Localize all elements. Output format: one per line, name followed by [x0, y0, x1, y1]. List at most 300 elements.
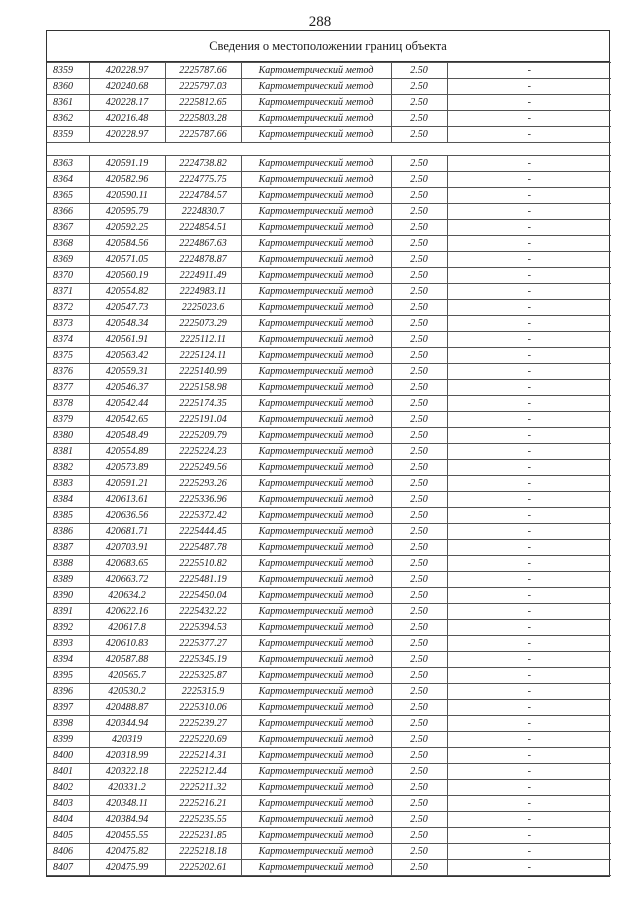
page-number: 288	[308, 14, 332, 30]
method-cell: Картометрический метод	[241, 252, 391, 268]
point-number-cell: 8360	[47, 79, 89, 95]
y-coordinate-cell: 2225235.55	[165, 812, 241, 828]
y-coordinate-cell: 2225315.9	[165, 684, 241, 700]
accuracy-cell: 2.50	[391, 492, 447, 508]
description-cell: -	[447, 476, 611, 492]
x-coordinate-cell: 420636.56	[89, 508, 165, 524]
accuracy-cell: 2.50	[391, 380, 447, 396]
description-cell: -	[447, 780, 611, 796]
point-number-cell: 8400	[47, 748, 89, 764]
table-row	[47, 732, 611, 748]
y-coordinate-cell: 2225803.28	[165, 111, 241, 127]
table-row	[47, 700, 611, 716]
description-cell: -	[447, 63, 611, 79]
accuracy-cell: 2.50	[391, 764, 447, 780]
method-cell: Картометрический метод	[241, 620, 391, 636]
description-cell: -	[447, 828, 611, 844]
point-number-cell: 8363	[47, 156, 89, 172]
description-cell: -	[447, 572, 611, 588]
point-number-cell: 8359	[47, 127, 89, 143]
table-row	[47, 428, 611, 444]
table-row	[47, 412, 611, 428]
point-number-cell: 8372	[47, 300, 89, 316]
accuracy-cell: 2.50	[391, 348, 447, 364]
x-coordinate-cell: 420560.19	[89, 268, 165, 284]
x-coordinate-cell: 420318.99	[89, 748, 165, 764]
method-cell: Картометрический метод	[241, 396, 391, 412]
y-coordinate-cell: 2225336.96	[165, 492, 241, 508]
point-number-cell: 8394	[47, 652, 89, 668]
table-row	[47, 476, 611, 492]
method-cell: Картометрический метод	[241, 716, 391, 732]
table-row	[47, 364, 611, 380]
accuracy-cell: 2.50	[391, 860, 447, 876]
method-cell: Картометрический метод	[241, 668, 391, 684]
table-row	[47, 156, 611, 172]
point-number-cell: 8380	[47, 428, 89, 444]
accuracy-cell: 2.50	[391, 620, 447, 636]
accuracy-cell: 2.50	[391, 588, 447, 604]
y-coordinate-cell: 2225481.19	[165, 572, 241, 588]
y-coordinate-cell: 2225140.99	[165, 364, 241, 380]
table-row	[47, 220, 611, 236]
description-cell: -	[447, 380, 611, 396]
table-row	[47, 828, 611, 844]
point-number-cell: 8398	[47, 716, 89, 732]
method-cell: Картометрический метод	[241, 492, 391, 508]
point-number-cell: 8396	[47, 684, 89, 700]
x-coordinate-cell: 420384.94	[89, 812, 165, 828]
method-cell: Картометрический метод	[241, 524, 391, 540]
description-cell: -	[447, 348, 611, 364]
accuracy-cell: 2.50	[391, 188, 447, 204]
description-cell: -	[447, 796, 611, 812]
x-coordinate-cell: 420610.83	[89, 636, 165, 652]
method-cell: Картометрический метод	[241, 79, 391, 95]
x-coordinate-cell: 420348.11	[89, 796, 165, 812]
point-number-cell: 8387	[47, 540, 89, 556]
x-coordinate-cell: 420554.82	[89, 284, 165, 300]
point-number-cell: 8379	[47, 412, 89, 428]
accuracy-cell: 2.50	[391, 284, 447, 300]
method-cell: Картометрический метод	[241, 268, 391, 284]
description-cell: -	[447, 252, 611, 268]
table-row	[47, 796, 611, 812]
description-cell: -	[447, 444, 611, 460]
x-coordinate-cell: 420475.99	[89, 860, 165, 876]
x-coordinate-cell: 420663.72	[89, 572, 165, 588]
x-coordinate-cell: 420591.19	[89, 156, 165, 172]
method-cell: Картометрический метод	[241, 316, 391, 332]
accuracy-cell: 2.50	[391, 844, 447, 860]
y-coordinate-cell: 2225310.06	[165, 700, 241, 716]
accuracy-cell: 2.50	[391, 540, 447, 556]
table-row	[47, 284, 611, 300]
x-coordinate-cell: 420228.97	[89, 127, 165, 143]
x-coordinate-cell: 420546.37	[89, 380, 165, 396]
method-cell: Картометрический метод	[241, 732, 391, 748]
y-coordinate-cell: 2225211.32	[165, 780, 241, 796]
x-coordinate-cell: 420488.87	[89, 700, 165, 716]
y-coordinate-cell: 2225202.61	[165, 860, 241, 876]
point-number-cell: 8384	[47, 492, 89, 508]
method-cell: Картометрический метод	[241, 604, 391, 620]
point-number-cell: 8376	[47, 364, 89, 380]
y-coordinate-cell: 2225797.03	[165, 79, 241, 95]
y-coordinate-cell: 2225239.27	[165, 716, 241, 732]
accuracy-cell: 2.50	[391, 79, 447, 95]
method-cell: Картометрический метод	[241, 540, 391, 556]
coordinates-table	[47, 62, 611, 876]
accuracy-cell: 2.50	[391, 412, 447, 428]
y-coordinate-cell: 2224784.57	[165, 188, 241, 204]
accuracy-cell: 2.50	[391, 812, 447, 828]
point-number-cell: 8377	[47, 380, 89, 396]
y-coordinate-cell: 2225212.44	[165, 764, 241, 780]
point-number-cell: 8370	[47, 268, 89, 284]
x-coordinate-cell: 420683.65	[89, 556, 165, 572]
method-cell: Картометрический метод	[241, 812, 391, 828]
y-coordinate-cell: 2224738.82	[165, 156, 241, 172]
table-row	[47, 95, 611, 111]
accuracy-cell: 2.50	[391, 796, 447, 812]
y-coordinate-cell: 2224830.7	[165, 204, 241, 220]
point-number-cell: 8369	[47, 252, 89, 268]
table-row	[47, 620, 611, 636]
table-row	[47, 636, 611, 652]
table-row	[47, 188, 611, 204]
boundary-sheet	[46, 30, 610, 877]
accuracy-cell: 2.50	[391, 636, 447, 652]
point-number-cell: 8381	[47, 444, 89, 460]
x-coordinate-cell: 420547.73	[89, 300, 165, 316]
method-cell: Картометрический метод	[241, 652, 391, 668]
y-coordinate-cell: 2224983.11	[165, 284, 241, 300]
accuracy-cell: 2.50	[391, 668, 447, 684]
coordinates-table-body	[47, 63, 611, 876]
x-coordinate-cell: 420565.7	[89, 668, 165, 684]
table-row	[47, 204, 611, 220]
table-row	[47, 508, 611, 524]
y-coordinate-cell: 2225787.66	[165, 127, 241, 143]
description-cell: -	[447, 428, 611, 444]
x-coordinate-cell: 420344.94	[89, 716, 165, 732]
table-row	[47, 556, 611, 572]
x-coordinate-cell: 420455.55	[89, 828, 165, 844]
description-cell: -	[447, 620, 611, 636]
y-coordinate-cell: 2225394.53	[165, 620, 241, 636]
y-coordinate-cell: 2225432.22	[165, 604, 241, 620]
y-coordinate-cell: 2225023.6	[165, 300, 241, 316]
accuracy-cell: 2.50	[391, 428, 447, 444]
method-cell: Картометрический метод	[241, 844, 391, 860]
description-cell: -	[447, 716, 611, 732]
description-cell: -	[447, 508, 611, 524]
x-coordinate-cell: 420548.34	[89, 316, 165, 332]
description-cell: -	[447, 604, 611, 620]
accuracy-cell: 2.50	[391, 332, 447, 348]
accuracy-cell: 2.50	[391, 172, 447, 188]
description-cell: -	[447, 732, 611, 748]
accuracy-cell: 2.50	[391, 127, 447, 143]
table-row	[47, 236, 611, 252]
point-number-cell: 8399	[47, 732, 89, 748]
point-number-cell: 8378	[47, 396, 89, 412]
description-cell: -	[447, 188, 611, 204]
point-number-cell: 8391	[47, 604, 89, 620]
accuracy-cell: 2.50	[391, 652, 447, 668]
description-cell: -	[447, 79, 611, 95]
table-row	[47, 492, 611, 508]
description-cell: -	[447, 636, 611, 652]
x-coordinate-cell: 420554.89	[89, 444, 165, 460]
description-cell: -	[447, 652, 611, 668]
point-number-cell: 8367	[47, 220, 89, 236]
table-row	[47, 380, 611, 396]
x-coordinate-cell: 420530.2	[89, 684, 165, 700]
x-coordinate-cell: 420240.68	[89, 79, 165, 95]
y-coordinate-cell: 2224878.87	[165, 252, 241, 268]
x-coordinate-cell: 420582.96	[89, 172, 165, 188]
x-coordinate-cell: 420559.31	[89, 364, 165, 380]
y-coordinate-cell: 2225218.18	[165, 844, 241, 860]
y-coordinate-cell: 2225073.29	[165, 316, 241, 332]
accuracy-cell: 2.50	[391, 396, 447, 412]
method-cell: Картометрический метод	[241, 156, 391, 172]
method-cell: Картометрический метод	[241, 508, 391, 524]
point-number-cell: 8395	[47, 668, 89, 684]
x-coordinate-cell: 420563.42	[89, 348, 165, 364]
x-coordinate-cell: 420584.56	[89, 236, 165, 252]
accuracy-cell: 2.50	[391, 444, 447, 460]
method-cell: Картометрический метод	[241, 188, 391, 204]
table-row	[47, 300, 611, 316]
y-coordinate-cell: 2224775.75	[165, 172, 241, 188]
y-coordinate-cell: 2225450.04	[165, 588, 241, 604]
method-cell: Картометрический метод	[241, 111, 391, 127]
y-coordinate-cell: 2225191.04	[165, 412, 241, 428]
x-coordinate-cell: 420322.18	[89, 764, 165, 780]
accuracy-cell: 2.50	[391, 220, 447, 236]
sheet-title: Сведения о местоположении границ объекта	[47, 31, 609, 62]
accuracy-cell: 2.50	[391, 111, 447, 127]
description-cell: -	[447, 492, 611, 508]
y-coordinate-cell: 2225510.82	[165, 556, 241, 572]
y-coordinate-cell: 2225293.26	[165, 476, 241, 492]
method-cell: Картометрический метод	[241, 476, 391, 492]
point-number-cell: 8383	[47, 476, 89, 492]
description-cell: -	[447, 524, 611, 540]
method-cell: Картометрический метод	[241, 444, 391, 460]
x-coordinate-cell: 420561.91	[89, 332, 165, 348]
accuracy-cell: 2.50	[391, 300, 447, 316]
table-row	[47, 748, 611, 764]
y-coordinate-cell: 2225231.85	[165, 828, 241, 844]
y-coordinate-cell: 2224911.49	[165, 268, 241, 284]
y-coordinate-cell: 2225487.78	[165, 540, 241, 556]
x-coordinate-cell: 420571.05	[89, 252, 165, 268]
x-coordinate-cell: 420331.2	[89, 780, 165, 796]
method-cell: Картометрический метод	[241, 95, 391, 111]
y-coordinate-cell: 2225174.35	[165, 396, 241, 412]
description-cell: -	[447, 588, 611, 604]
y-coordinate-cell: 2225372.42	[165, 508, 241, 524]
table-row	[47, 540, 611, 556]
x-coordinate-cell: 420542.44	[89, 396, 165, 412]
separator-cell	[47, 143, 611, 156]
y-coordinate-cell: 2225124.11	[165, 348, 241, 364]
accuracy-cell: 2.50	[391, 476, 447, 492]
x-coordinate-cell: 420548.49	[89, 428, 165, 444]
point-number-cell: 8401	[47, 764, 89, 780]
table-row	[47, 652, 611, 668]
point-number-cell: 8393	[47, 636, 89, 652]
accuracy-cell: 2.50	[391, 95, 447, 111]
point-number-cell: 8373	[47, 316, 89, 332]
y-coordinate-cell: 2225224.23	[165, 444, 241, 460]
x-coordinate-cell: 420592.25	[89, 220, 165, 236]
description-cell: -	[447, 284, 611, 300]
point-number-cell: 8406	[47, 844, 89, 860]
table-row	[47, 63, 611, 79]
x-coordinate-cell: 420587.88	[89, 652, 165, 668]
method-cell: Картометрический метод	[241, 748, 391, 764]
separator-row	[47, 143, 611, 156]
description-cell: -	[447, 844, 611, 860]
description-cell: -	[447, 556, 611, 572]
accuracy-cell: 2.50	[391, 572, 447, 588]
accuracy-cell: 2.50	[391, 700, 447, 716]
y-coordinate-cell: 2225220.69	[165, 732, 241, 748]
description-cell: -	[447, 172, 611, 188]
point-number-cell: 8390	[47, 588, 89, 604]
point-number-cell: 8365	[47, 188, 89, 204]
point-number-cell: 8368	[47, 236, 89, 252]
method-cell: Картометрический метод	[241, 172, 391, 188]
description-cell: -	[447, 316, 611, 332]
x-coordinate-cell: 420613.61	[89, 492, 165, 508]
accuracy-cell: 2.50	[391, 604, 447, 620]
accuracy-cell: 2.50	[391, 828, 447, 844]
x-coordinate-cell: 420681.71	[89, 524, 165, 540]
x-coordinate-cell: 420475.82	[89, 844, 165, 860]
table-row	[47, 572, 611, 588]
point-number-cell: 8397	[47, 700, 89, 716]
accuracy-cell: 2.50	[391, 204, 447, 220]
y-coordinate-cell: 2225325.87	[165, 668, 241, 684]
point-number-cell: 8366	[47, 204, 89, 220]
y-coordinate-cell: 2224867.63	[165, 236, 241, 252]
description-cell: -	[447, 156, 611, 172]
method-cell: Картометрический метод	[241, 764, 391, 780]
table-row	[47, 604, 611, 620]
table-row	[47, 588, 611, 604]
y-coordinate-cell: 2225345.19	[165, 652, 241, 668]
method-cell: Картометрический метод	[241, 364, 391, 380]
point-number-cell: 8404	[47, 812, 89, 828]
point-number-cell: 8371	[47, 284, 89, 300]
table-row	[47, 684, 611, 700]
description-cell: -	[447, 127, 611, 143]
table-row	[47, 460, 611, 476]
method-cell: Картометрический метод	[241, 684, 391, 700]
accuracy-cell: 2.50	[391, 716, 447, 732]
description-cell: -	[447, 700, 611, 716]
point-number-cell: 8403	[47, 796, 89, 812]
x-coordinate-cell: 420590.11	[89, 188, 165, 204]
point-number-cell: 8389	[47, 572, 89, 588]
accuracy-cell: 2.50	[391, 316, 447, 332]
accuracy-cell: 2.50	[391, 236, 447, 252]
table-row	[47, 444, 611, 460]
point-number-cell: 8392	[47, 620, 89, 636]
description-cell: -	[447, 220, 611, 236]
point-number-cell: 8375	[47, 348, 89, 364]
method-cell: Картометрический метод	[241, 220, 391, 236]
x-coordinate-cell: 420703.91	[89, 540, 165, 556]
method-cell: Картометрический метод	[241, 860, 391, 876]
method-cell: Картометрический метод	[241, 300, 391, 316]
table-row	[47, 524, 611, 540]
x-coordinate-cell: 420634.2	[89, 588, 165, 604]
method-cell: Картометрический метод	[241, 63, 391, 79]
method-cell: Картометрический метод	[241, 460, 391, 476]
description-cell: -	[447, 684, 611, 700]
method-cell: Картометрический метод	[241, 380, 391, 396]
accuracy-cell: 2.50	[391, 156, 447, 172]
y-coordinate-cell: 2225216.21	[165, 796, 241, 812]
method-cell: Картометрический метод	[241, 572, 391, 588]
description-cell: -	[447, 268, 611, 284]
x-coordinate-cell: 420228.17	[89, 95, 165, 111]
table-row	[47, 348, 611, 364]
description-cell: -	[447, 540, 611, 556]
point-number-cell: 8405	[47, 828, 89, 844]
description-cell: -	[447, 860, 611, 876]
method-cell: Картометрический метод	[241, 556, 391, 572]
accuracy-cell: 2.50	[391, 732, 447, 748]
method-cell: Картометрический метод	[241, 780, 391, 796]
point-number-cell: 8361	[47, 95, 89, 111]
description-cell: -	[447, 460, 611, 476]
table-row	[47, 268, 611, 284]
y-coordinate-cell: 2225444.45	[165, 524, 241, 540]
table-row	[47, 127, 611, 143]
x-coordinate-cell: 420617.8	[89, 620, 165, 636]
description-cell: -	[447, 95, 611, 111]
description-cell: -	[447, 364, 611, 380]
x-coordinate-cell: 420595.79	[89, 204, 165, 220]
table-row	[47, 812, 611, 828]
y-coordinate-cell: 2225112.11	[165, 332, 241, 348]
point-number-cell: 8362	[47, 111, 89, 127]
accuracy-cell: 2.50	[391, 748, 447, 764]
method-cell: Картометрический метод	[241, 332, 391, 348]
table-row	[47, 780, 611, 796]
point-number-cell: 8385	[47, 508, 89, 524]
y-coordinate-cell: 2225249.56	[165, 460, 241, 476]
y-coordinate-cell: 2225209.79	[165, 428, 241, 444]
y-coordinate-cell: 2224854.51	[165, 220, 241, 236]
method-cell: Картометрический метод	[241, 636, 391, 652]
description-cell: -	[447, 668, 611, 684]
description-cell: -	[447, 396, 611, 412]
method-cell: Картометрический метод	[241, 236, 391, 252]
table-row	[47, 716, 611, 732]
description-cell: -	[447, 111, 611, 127]
description-cell: -	[447, 332, 611, 348]
accuracy-cell: 2.50	[391, 460, 447, 476]
